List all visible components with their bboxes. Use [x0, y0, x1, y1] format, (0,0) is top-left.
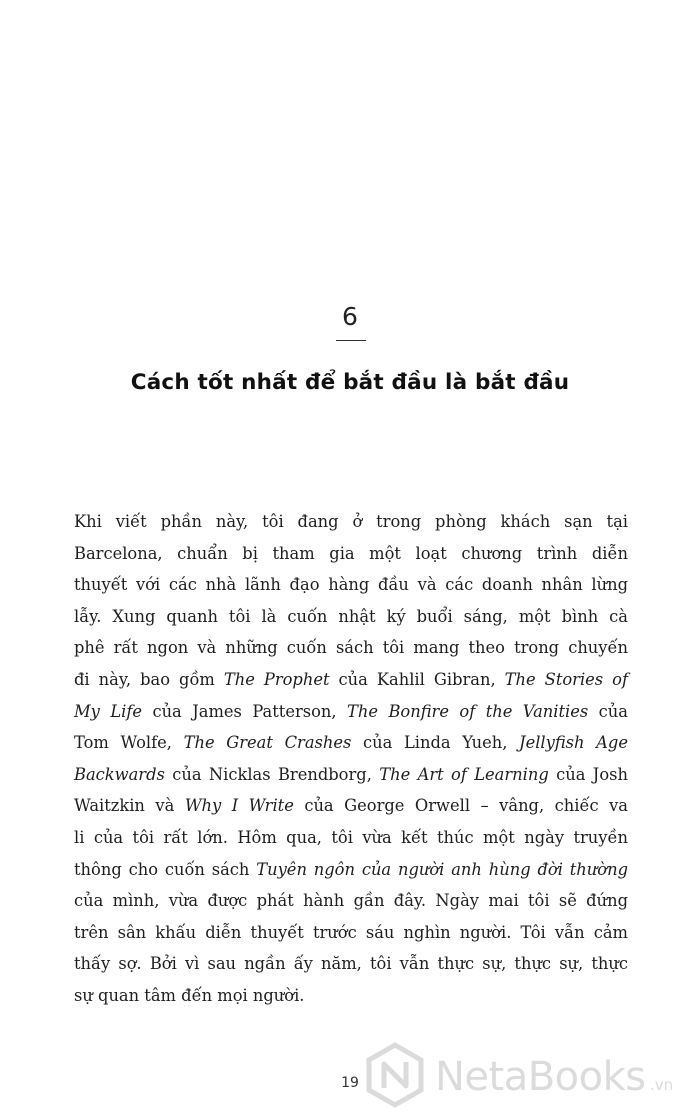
text-run: Tom Wolfe, — [74, 733, 184, 753]
text-line — [74, 822, 628, 854]
text-line — [74, 727, 628, 759]
book-title-italic: Tuyên ngôn của người anh hùng đời thường — [256, 859, 628, 879]
book-title-italic: Jellyfish Age — [519, 733, 628, 753]
chapter-number: 6 — [342, 302, 358, 331]
text-line — [74, 632, 628, 664]
chapter-divider — [336, 340, 366, 341]
text-line — [74, 980, 628, 1012]
watermark-brand: NetaBooks — [435, 1054, 646, 1100]
text-run: phê rất ngon và những cuốn sách tôi mang theo trong chuyến — [74, 638, 628, 658]
chapter-title: Cách tốt nhất để bắt đầu là bắt đầu — [130, 370, 570, 395]
book-title-italic: The Bonfire of the Vanities — [347, 701, 589, 721]
text-run: của Nicklas Brendborg, — [164, 764, 380, 784]
book-title-italic: The Great Crashes — [183, 733, 352, 753]
text-run: của George Orwell – vâng, chiếc va — [293, 796, 628, 816]
text-line — [74, 948, 628, 980]
text-line — [74, 854, 628, 886]
text-run: của Josh — [548, 764, 628, 784]
page-number: 19 — [341, 1075, 359, 1091]
text-run: của Kahlil Gibran, — [329, 669, 505, 689]
text-line — [74, 601, 628, 633]
text-run: Khi viết phần này, tôi đang ở trong phòng khách sạn tại — [74, 512, 628, 531]
text-run: li của tôi rất lớn. Hôm qua, tôi vừa kết thúc một ngày truyền — [74, 827, 628, 847]
book-title-italic: Backwards — [74, 764, 165, 784]
text-line — [74, 664, 628, 696]
text-run: Barcelona, chuẩn bị tham gia một loạt chương trình diễn — [74, 543, 628, 563]
text-line — [74, 885, 628, 917]
text-run: của Linda Yueh, — [351, 733, 520, 753]
text-run: thấy sợ. Bởi vì sau ngần ấy năm, tôi vẫn thực sự, thực sự, thực — [74, 954, 628, 974]
text-line — [74, 569, 628, 601]
text-line — [74, 538, 628, 570]
book-title-italic: The Stories of — [504, 669, 628, 689]
book-title-italic: Why I Write — [184, 796, 294, 816]
text-run: thông cho cuốn sách — [74, 859, 257, 879]
text-run: của James Patterson, — [142, 701, 348, 721]
watermark — [365, 1040, 695, 1110]
netabooks-logo-icon — [365, 1042, 425, 1108]
text-run: của mình, vừa được phát hành gần đây. Ngày mai tôi sẽ đứng — [74, 891, 628, 911]
text-line — [74, 696, 628, 728]
book-title-italic: My Life — [74, 701, 142, 721]
text-run: trên sân khấu diễn thuyết trước sáu nghìn người. Tôi vẫn cảm — [74, 922, 628, 942]
text-line — [74, 790, 628, 822]
text-run: của — [588, 701, 628, 721]
book-title-italic: The Prophet — [223, 669, 330, 689]
text-line — [74, 759, 628, 791]
book-title-italic: The Art of Learning — [379, 764, 549, 784]
text-run: đi này, bao gồm — [74, 669, 224, 689]
watermark-suffix: .vn — [650, 1076, 674, 1094]
body-paragraph — [74, 506, 628, 1012]
text-line — [74, 917, 628, 949]
text-run: Waitzkin và — [74, 796, 185, 816]
text-run: sự quan tâm đến mọi người. — [74, 985, 305, 1005]
text-run: lẫy. Xung quanh tôi là cuốn nhật ký buổi sáng, một bình cà — [74, 606, 628, 626]
text-line — [74, 506, 628, 538]
text-run: thuyết với các nhà lãnh đạo hàng đầu và các doanh nhân lừng — [74, 575, 628, 595]
